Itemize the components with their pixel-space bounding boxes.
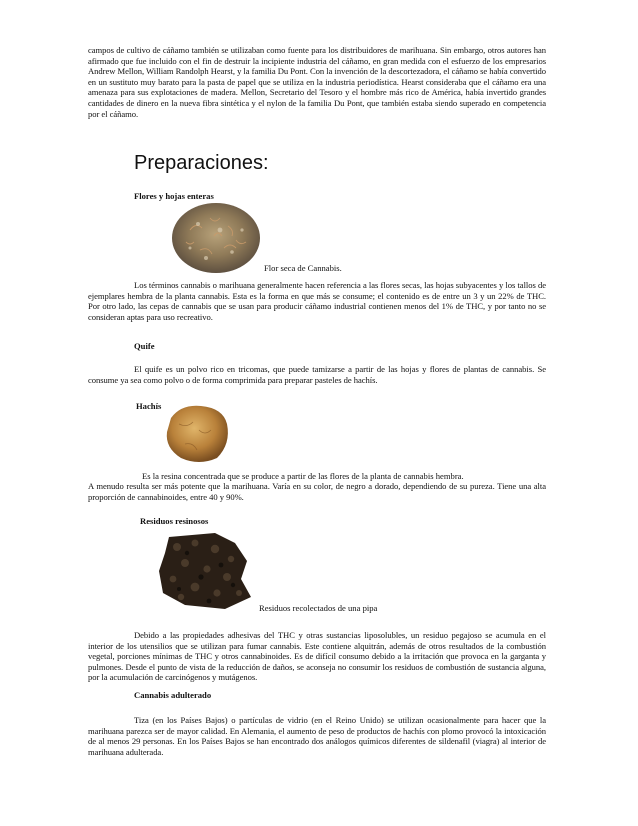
hachis-paragraph: A menudo resulta ser más potente que la marihuana. Varía en su color, de negro a dorado, dependiendo de su pureza. Tiene una alta proporción de cannabinoides, entre 40 y 90%. [88,481,546,502]
subheading-adulterado: Cannabis adulterado [134,690,212,700]
subheading-quife: Quife [134,341,155,351]
hashish-caption: Es la resina concentrada que se produce a partir de las flores de la planta de cannabis hembra. [142,471,464,481]
adulterado-paragraph: Tiza (en los Países Bajos) o partículas de vidrio (en el Reino Unido) se utilizan ocasionalmente para hacer que la marihuana parezca ser de mayor calidad. En Alemania, el aumento de peso de productos de hachís con plomo provocó la intoxicación de al menos 29 personas. En los Países Bajos se han encontrado dos análogos químicos diferentes de sildenafil (viagra) al interior de marihuana adulterada. [88,715,546,757]
dried-flower-image [170,200,262,276]
section-title: Preparaciones: [134,152,269,174]
residuos-paragraph: Debido a las propiedades adhesivas del THC y otras sustancias liposolubles, un residuo pegajoso se acumula en el interior de los utensilios que se utilizan para fumar cannabis. Este contiene alquitrán, además de otros resultados de la combustión vegetal, porciones mínimas de THC y otros cannabinoides. Es de difícil consumo debido a la irritación que provoca en la garganta y pulmones. Desde el punto de vista de la reducción de daños, se aconseja no consumir los residuos de combustión de sustancia alguna, por la acumulación de carcinógenos y mutágenos. [88,630,546,683]
residue-caption: Residuos recolectados de una pipa [259,603,378,613]
resin-residue-image [155,531,253,611]
subheading-residuos: Residuos resinosos [140,516,209,526]
subheading-flores: Flores y hojas enteras [134,191,214,201]
flores-paragraph: Los términos cannabis o marihuana generalmente hacen referencia a las flores secas, las hojas subyacentes y los tallos de ejemplares hembra de la planta cannabis. Esta es la forma en que más se consume; el contenido es de entre un 3 y un 22% de THC. Por otro lado, las cepas de cannabis que se usan para producir cáñamo industrial contienen menos del 1% de THC, y por tanto no se consideran aptas para uso recreativo. [88,280,546,322]
subheading-hachis: Hachís [136,401,162,411]
hashish-image [161,400,233,466]
quife-paragraph: El quife es un polvo rico en tricomas, que puede tamizarse a partir de las hojas y flores de plantas de cannabis. Se consume ya sea como polvo o de forma comprimida para preparar pasteles de hachís. [88,364,546,385]
intro-paragraph: campos de cultivo de cáñamo también se utilizaban como fuente para los distribuidores de marihuana. Sin embargo, otros autores han afirmado que fue incluido con el fin de destruir la incipiente industria del cáñamo, en gran medida con el esfuerzo de los empresarios Andrew Mellon, William Randolph Hearst, y la familia Du Pont. Con la invención de la descortezadora, el cáñamo se había convertido en un sustituto muy barato para la pasta de papel que se utiliza en la industria periodística. Hearst consideraba que el cáñamo era una amenaza para sus explotaciones de madera. Mellon, Secretario del Tesoro y el hombre más rico de América, había invertido grandes cantidades de dinero en la nueva fibra sintética y el nylon de la familia Du Pont, que también estaba siendo superado en competencia por el cáñamo. [88,45,546,119]
flower-caption: Flor seca de Cannabis. [264,263,342,273]
